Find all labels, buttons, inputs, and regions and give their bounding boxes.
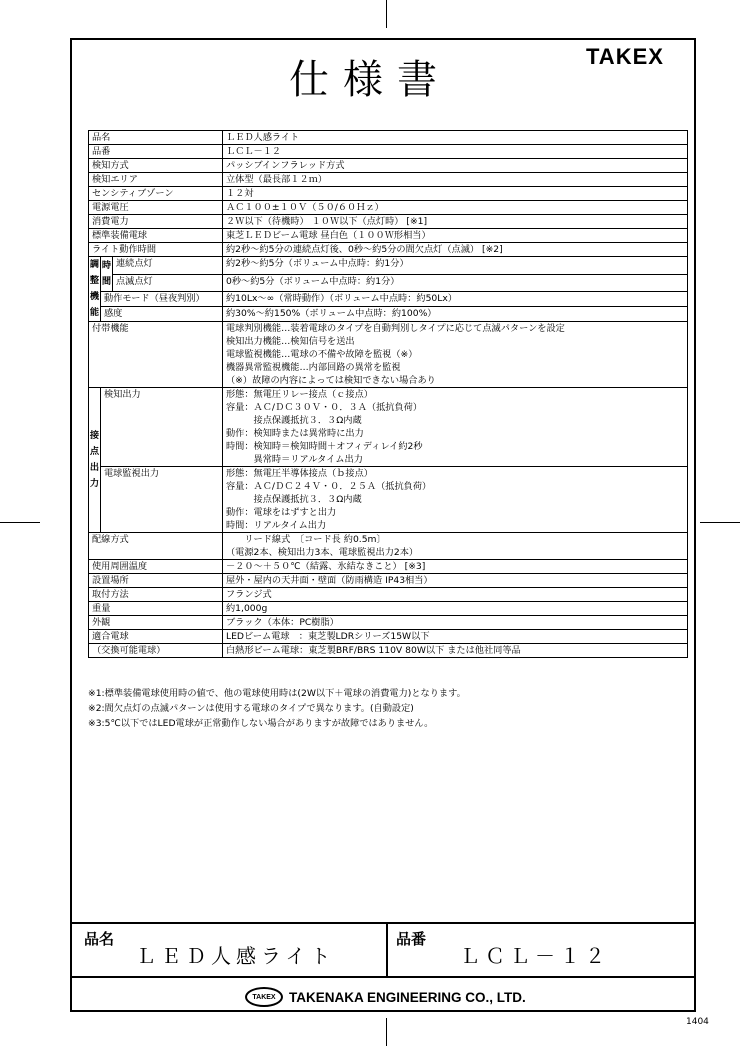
footnote: ※2:間欠点灯の点滅パターンは使用する電球のタイプで異なります。(自動設定) bbox=[88, 703, 414, 714]
table-row: 設置場所 屋外・屋内の天井面・壁面（防雨構造 IP43相当） bbox=[89, 574, 688, 588]
title-block-divider bbox=[386, 922, 388, 976]
footer-model-label: 品番 bbox=[396, 930, 427, 948]
table-row: 品番 ＬＣＬ－１２ bbox=[89, 145, 688, 159]
crop-mark-right bbox=[700, 522, 740, 523]
adjust-category: 調 整 機 能 bbox=[89, 257, 101, 322]
table-row: 使用周囲温度 －２０～＋５０℃（結露、氷結なきこと） [※3] bbox=[89, 560, 688, 574]
footnotes bbox=[88, 686, 466, 731]
contact-output-category: 接 点 出 力 bbox=[89, 388, 101, 533]
table-row: 電球監視出力 形態：無電圧半導体接点（ｂ接点） 容量：ＡＣ/ＤＣ２４Ｖ・０．２５Ａ（抵抗負荷） 接点保護抵抗３．３Ω内蔵 動作：電球をはずすと出力 時間：リアルタイム出力 bbox=[89, 467, 688, 533]
table-row: 品名 ＬＥＤ人感ライト bbox=[89, 131, 688, 145]
table-row: 消費電力 ２Ｗ以下（待機時） １０Ｗ以下（点灯時） [※1] bbox=[89, 215, 688, 229]
detect-output-spec: 形態：無電圧リレー接点（ｃ接点） 容量：ＡＣ/ＤＣ３０Ｖ・０．３Ａ（抵抗負荷） 接点保護抵抗３．３Ω内蔵 動作：検知時または異常時に出力 時間：検知時＝検知時間＋オフィディレイ約2秒 異常時＝リアルタイム出力 bbox=[223, 388, 688, 467]
spec-table bbox=[88, 130, 688, 658]
table-row: 取付方法 フランジ式 bbox=[89, 588, 688, 602]
table-row: 適合電球 LEDビーム電球 ：東芝製LDRシリーズ15W以下 bbox=[89, 630, 688, 644]
table-row: 調 整 機 能 時 間 連続点灯 約2秒～約5分（ボリューム中点時：約1分） bbox=[89, 257, 688, 275]
table-row: 配線方式 リード線式 〔コード長 約0.5m〕 （電源2本、検知出力3本、電球監視出力2本） bbox=[89, 533, 688, 560]
table-row: 感度 約30%～約150%（ボリューム中点時：約100%） bbox=[89, 307, 688, 322]
table-row: 重量 約1,000g bbox=[89, 602, 688, 616]
table-row: 動作モード（昼夜判別） 約10Lx～∞（常時動作）（ボリューム中点時：約50Lx） bbox=[89, 292, 688, 307]
table-row: 外観 ブラック（本体：PC樹脂） bbox=[89, 616, 688, 630]
crop-mark-bottom bbox=[386, 1018, 387, 1046]
crop-mark-top bbox=[386, 0, 387, 28]
company-block bbox=[245, 983, 526, 1011]
footnote: ※3:5℃以下ではLED電球が正常動作しない場合がありますが故障ではありません。 bbox=[88, 718, 434, 729]
footer-model-value: ＬＣＬ－１２ bbox=[460, 944, 610, 968]
brand-logo: TAKEX bbox=[586, 44, 664, 69]
table-row: 付帯機能 電球判別機能…装着電球のタイプを自動判別しタイプに応じて点滅パターンを設定 検知出力機能…検知信号を送出 電球監視機能…電球の不備や故障を監視（※） 機器異常監視機能…内部回路の異常を監視 （※）故障の内容によっては検知できない場合あり bbox=[89, 322, 688, 388]
table-row: 検知エリア 立体型（最長部１２ｍ） bbox=[89, 173, 688, 187]
wiring-spec: リード線式 〔コード長 約0.5m〕 （電源2本、検知出力3本、電球監視出力2本） bbox=[223, 533, 688, 560]
time-category: 時 間 bbox=[101, 257, 113, 292]
aux-functions: 電球判別機能…装着電球のタイプを自動判別しタイプに応じて点滅パターンを設定 検知出力機能…検知信号を送出 電球監視機能…電球の不備や故障を監視（※） 機器異常監視機能…内部回路の異常を監視 （※）故障の内容によっては検知できない場合あり bbox=[223, 322, 688, 388]
table-row: 標準装備電球 東芝ＬＥＤビーム電球 昼白色（１００Ｗ形相当） bbox=[89, 229, 688, 243]
crop-mark-left bbox=[0, 522, 40, 523]
table-row: センシティブゾーン １２対 bbox=[89, 187, 688, 201]
table-row: 点滅点灯 0秒～約5分（ボリューム中点時：約1分） bbox=[89, 274, 688, 292]
company-name: TAKENAKA ENGINEERING CO., LTD. bbox=[289, 989, 526, 1005]
table-row: （交換可能電球） 白熱形ビーム電球：東芝製BRF/BRS 110V 80W以下 または他社同等品 bbox=[89, 644, 688, 658]
footer-product-value: ＬＥＤ人感ライト bbox=[136, 944, 336, 968]
footnote: ※1:標準装備電球使用時の値で、他の電球使用時は(2W以下＋電球の消費電力)となります。 bbox=[88, 688, 466, 699]
table-row: 検知方式 パッシブインフラレッド方式 bbox=[89, 159, 688, 173]
table-row: 電源電圧 ＡＣ１００±１０Ｖ（５０/６０Ｈｚ） bbox=[89, 201, 688, 215]
document-number: 1404 bbox=[686, 1017, 709, 1027]
company-logo: TAKEX bbox=[245, 987, 283, 1007]
bulb-output-spec: 形態：無電圧半導体接点（ｂ接点） 容量：ＡＣ/ＤＣ２４Ｖ・０．２５Ａ（抵抗負荷） 接点保護抵抗３．３Ω内蔵 動作：電球をはずすと出力 時間：リアルタイム出力 bbox=[223, 467, 688, 533]
footer-product-label: 品名 bbox=[84, 930, 115, 948]
page-title: 仕様書 bbox=[289, 57, 451, 103]
title-block-rule bbox=[70, 976, 696, 978]
table-row: 接 点 出 力 検知出力 形態：無電圧リレー接点（ｃ接点） 容量：ＡＣ/ＤＣ３０Ｖ・０．３Ａ（抵抗負荷） 接点保護抵抗３．３Ω内蔵 動作：検知時または異常時に出力 時間：検知時＝検知時間＋オフィディレイ約2秒 異常時＝リアルタイム出力 bbox=[89, 388, 688, 467]
table-row: ライト動作時間 約2秒～約5分の連続点灯後、0秒～約5分の間欠点灯（点滅） [※2] bbox=[89, 243, 688, 257]
